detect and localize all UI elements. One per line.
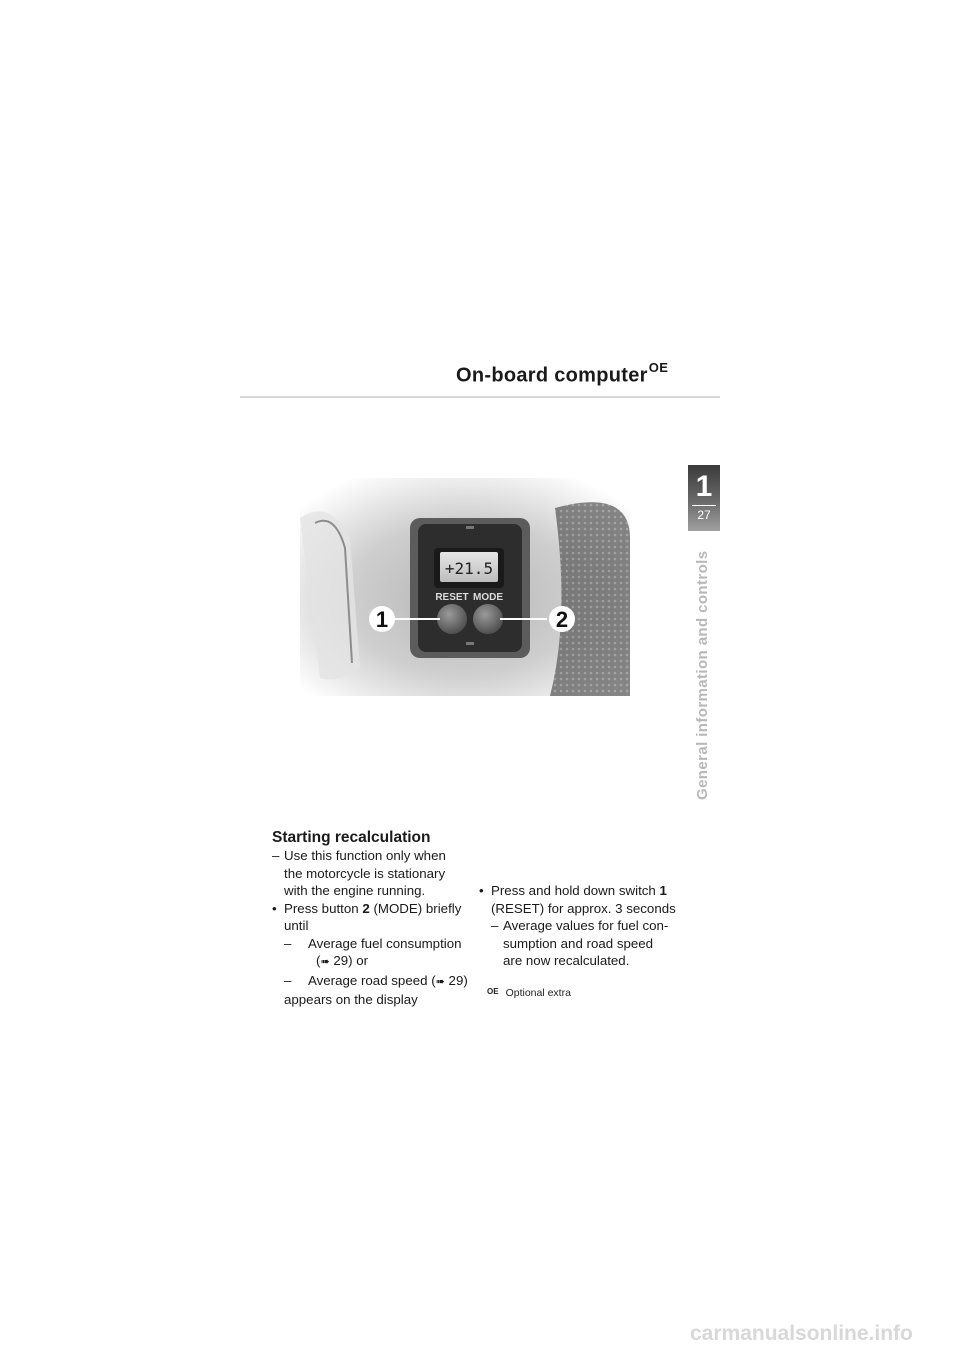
lcd-reading: +21.5: [444, 559, 494, 578]
text-line: appears on the display: [284, 992, 418, 1007]
text-run: Press button: [284, 900, 363, 916]
reset-label: RESET: [435, 592, 469, 603]
text-line: are now recalculated.: [503, 953, 630, 968]
watermark: carmanualsonline.info: [690, 1322, 913, 1345]
dash-marker: –: [491, 918, 499, 933]
bullet-marker: •: [479, 883, 484, 898]
mode-label: MODE: [473, 592, 503, 603]
footnote-mark: OE: [487, 987, 499, 996]
text-line: Use this function only when: [284, 848, 446, 863]
instruction-bullet-2: [479, 882, 699, 917]
dash-marker: –: [284, 935, 292, 951]
title-sup: OE: [648, 360, 669, 375]
bullet-marker: •: [272, 900, 277, 916]
onboard-computer-photo: [300, 478, 630, 696]
chapter-number: 1: [695, 470, 713, 503]
sub-item-3: [479, 917, 699, 970]
text-run: 29): [444, 972, 468, 988]
text-line: [284, 900, 472, 918]
dash-marker: –: [284, 972, 292, 988]
text-line: [308, 972, 472, 992]
item-number: 1: [659, 883, 667, 898]
text-line: [308, 952, 472, 972]
text-line: sumption and road speed: [503, 935, 654, 951]
reset-button-image: [437, 604, 467, 634]
sub-item-2: [272, 972, 472, 992]
text-run: Press and hold down switch: [491, 883, 660, 898]
instruction-dash-1: [272, 847, 472, 900]
left-column: [272, 828, 472, 1009]
text-run: (MODE) briefly: [369, 900, 462, 916]
text-line: Average fuel consumption: [308, 935, 462, 951]
arrow-icon: ➠: [435, 975, 445, 988]
header-rule: [240, 396, 720, 398]
text-line: until: [284, 918, 309, 933]
text-line: (RESET) for approx. 3 seconds: [491, 900, 676, 916]
text-run: (: [316, 953, 321, 968]
arrow-icon: ➠: [320, 956, 330, 968]
text-line: with the engine running.: [284, 883, 426, 898]
footnote: [487, 987, 571, 999]
callout-1: 1: [375, 607, 389, 632]
side-label-text: General information and controls: [694, 550, 711, 800]
text-line: Average values for fuel con-: [503, 918, 669, 933]
mode-button-image: [473, 604, 503, 634]
page-title-text: On-board computer: [456, 364, 648, 387]
continuation-line: [272, 991, 472, 1009]
text-run: Average road speed (: [308, 972, 436, 988]
page-title: [456, 362, 668, 388]
section-heading: Starting recalculation: [272, 829, 431, 846]
page-number: 27: [697, 508, 711, 522]
footnote-text: Optional extra: [505, 987, 571, 999]
item-number: 2: [362, 900, 370, 916]
text-run: 29) or: [329, 953, 369, 968]
chapter-divider: [692, 505, 716, 506]
right-column: [479, 882, 699, 970]
dash-marker: –: [272, 848, 280, 863]
text-line: [491, 882, 699, 900]
sub-item-1: [272, 935, 472, 972]
callout-2: 2: [555, 607, 569, 632]
side-label: [690, 550, 718, 800]
instruction-bullet-1: [272, 900, 472, 935]
text-line: the motorcycle is stationary: [284, 865, 446, 881]
